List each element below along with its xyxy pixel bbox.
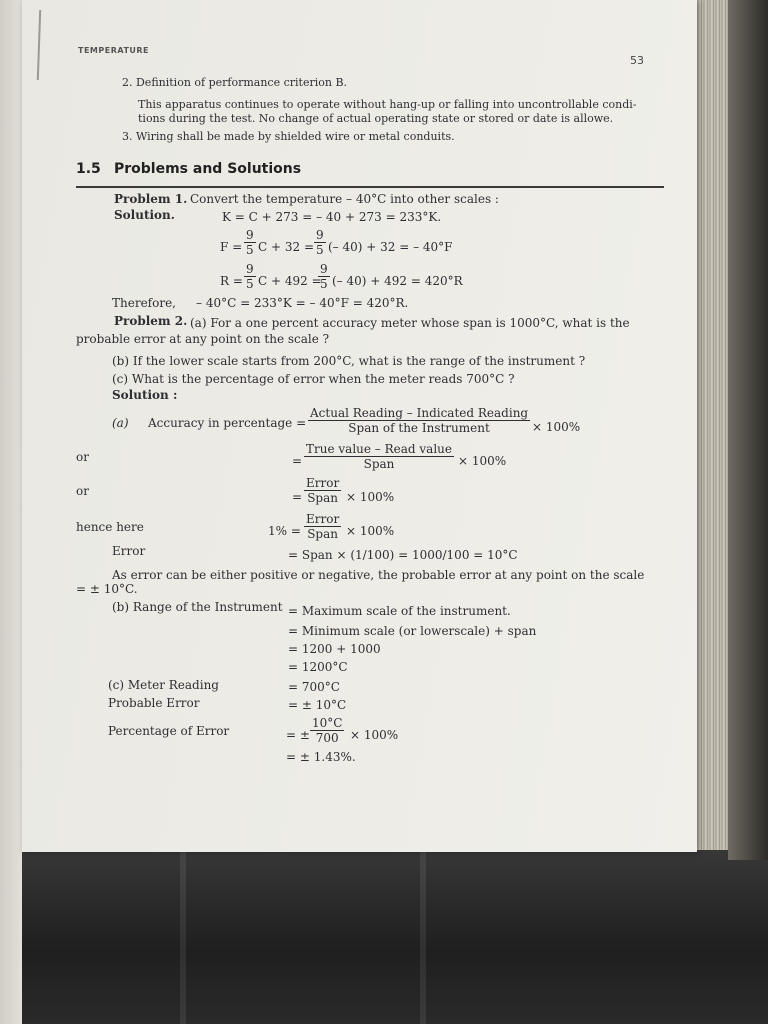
error-equation: = Span × (1/100) = 1000/100 = 10°C: [288, 548, 518, 562]
rankine-rhs: (– 40) + 492 = 420°R: [332, 274, 463, 288]
desk-stripe: [420, 850, 426, 1024]
probable-error-label: Probable Error: [108, 696, 200, 710]
percentage-error-label: Percentage of Error: [108, 724, 230, 738]
problem2-part-c: (c) What is the percentage of error when the meter reads 700°C ?: [112, 372, 515, 386]
times-100-percent: × 100%: [532, 420, 581, 434]
times-100-percent: × 100%: [346, 524, 395, 538]
problem2-part-a-line2: probable error at any point on the scale ?: [76, 332, 330, 346]
previous-page-strip: [0, 0, 22, 1024]
equals-sign: =: [292, 454, 303, 468]
fraction-denominator: 5: [320, 277, 328, 291]
percentage-times: × 100%: [350, 728, 399, 742]
section-number: 1.5: [76, 161, 101, 177]
true-read-numerator: True value – Read value: [306, 442, 453, 456]
span-denominator: Span: [307, 491, 338, 505]
fraction-numerator: 9: [246, 228, 254, 242]
true-read-fraction: [304, 442, 454, 471]
desk-background: [0, 840, 768, 1024]
meter-reading-value: = 700°C: [288, 680, 340, 694]
intro-item-3: 3. Wiring shall be made by shielded wire or metal conduits.: [122, 130, 455, 143]
percentage-result: = ± 1.43%.: [286, 750, 356, 764]
section-title: Problems and Solutions: [114, 161, 302, 177]
therefore-equation: – 40°C = 233°K = – 40°F = 420°R.: [196, 296, 409, 310]
range-line1: = Maximum scale of the instrument.: [288, 604, 511, 618]
intro-item-2-line1: This apparatus continues to operate without hang-up or falling into uncontrollable condi-: [138, 98, 637, 111]
percentage-prefix: = ±: [286, 728, 310, 742]
problem1-solution-label: Solution.: [114, 208, 175, 222]
fahrenheit-rhs: (– 40) + 32 = – 40°F: [328, 240, 453, 254]
problem2-solution-label: Solution :: [112, 388, 178, 402]
fraction-denominator: 5: [246, 243, 254, 257]
percentage-fraction: [310, 716, 344, 745]
fraction-9-over-5: [318, 262, 330, 291]
desk-stripe: [180, 850, 186, 1024]
accuracy-fraction-numerator: Actual Reading – Indicated Reading: [310, 406, 529, 420]
fraction-denominator: 5: [246, 277, 254, 291]
span-denominator: Span: [307, 527, 338, 541]
running-head: TEMPERATURE: [78, 46, 150, 55]
or-connector: or: [76, 484, 89, 498]
problem1-label: Problem 1.: [114, 192, 188, 206]
error-numerator: Error: [306, 512, 340, 526]
rankine-mid: C + 492 =: [258, 274, 322, 288]
equals-sign: =: [292, 490, 303, 504]
range-line3: = 1200 + 1000: [288, 642, 381, 656]
fraction-numerator: 9: [246, 262, 254, 276]
fraction-denominator: 5: [316, 243, 324, 257]
fahrenheit-mid: C + 32 =: [258, 240, 315, 254]
one-percent-label: 1% =: [268, 524, 301, 538]
range-label: (b) Range of the Instrument: [112, 600, 283, 614]
range-line2: = Minimum scale (or lowerscale) + span: [288, 624, 537, 638]
kelvin-equation: K = C + 273 = – 40 + 273 = 233°K.: [222, 210, 442, 224]
fahrenheit-lhs: F =: [220, 240, 243, 254]
or-connector: or: [76, 450, 89, 464]
percentage-numerator: 10°C: [312, 716, 343, 730]
times-100-percent: × 100%: [458, 454, 507, 468]
error-note-line1: As error can be either positive or negative, the probable error at any point on the scale: [112, 568, 645, 582]
error-span-fraction: [304, 476, 341, 505]
intro-item-2-title: 2. Definition of performance criterion B.: [122, 76, 348, 89]
error-span-fraction: [304, 512, 341, 541]
book-spine-shadow: [728, 0, 768, 860]
error-note-line2: = ± 10°C.: [76, 582, 138, 596]
intro-item-2-line2: tions during the test. No change of actual operating state or stored or date is allowe.: [138, 112, 614, 125]
true-read-denominator: Span: [363, 457, 395, 471]
error-numerator: Error: [306, 476, 340, 490]
meter-reading-label: (c) Meter Reading: [108, 678, 219, 692]
problem2-part-b: (b) If the lower scale starts from 200°C, what is the range of the instrument ?: [112, 354, 586, 368]
probable-error-value: = ± 10°C: [288, 698, 347, 712]
page-crease: [37, 10, 41, 80]
rankine-lhs: R =: [220, 274, 243, 288]
fraction-9-over-5: [314, 228, 326, 257]
problem1-text: Convert the temperature – 40°C into other scales :: [190, 192, 499, 206]
fraction-numerator: 9: [316, 228, 324, 242]
accuracy-fraction: [308, 406, 530, 435]
hence-label: hence here: [76, 520, 144, 534]
section-rule: [76, 186, 664, 188]
problem2-label: Problem 2.: [114, 314, 188, 328]
page-number: 53: [630, 54, 644, 67]
therefore-label: Therefore,: [112, 296, 176, 310]
fraction-9-over-5: [244, 262, 256, 291]
book-page: [22, 0, 697, 852]
times-100-percent: × 100%: [346, 490, 395, 504]
accuracy-fraction-denominator: Span of the Instrument: [348, 421, 490, 435]
error-label: Error: [112, 544, 146, 558]
accuracy-label: Accuracy in percentage =: [148, 416, 307, 430]
problem2-part-a-line1: (a) For a one percent accuracy meter whose span is 1000°C, what is the: [190, 316, 630, 330]
fraction-9-over-5: [244, 228, 256, 257]
percentage-denominator: 700: [315, 731, 339, 745]
solution-a-tag: (a): [112, 416, 129, 430]
fraction-numerator: 9: [320, 262, 328, 276]
range-line4: = 1200°C: [288, 660, 348, 674]
